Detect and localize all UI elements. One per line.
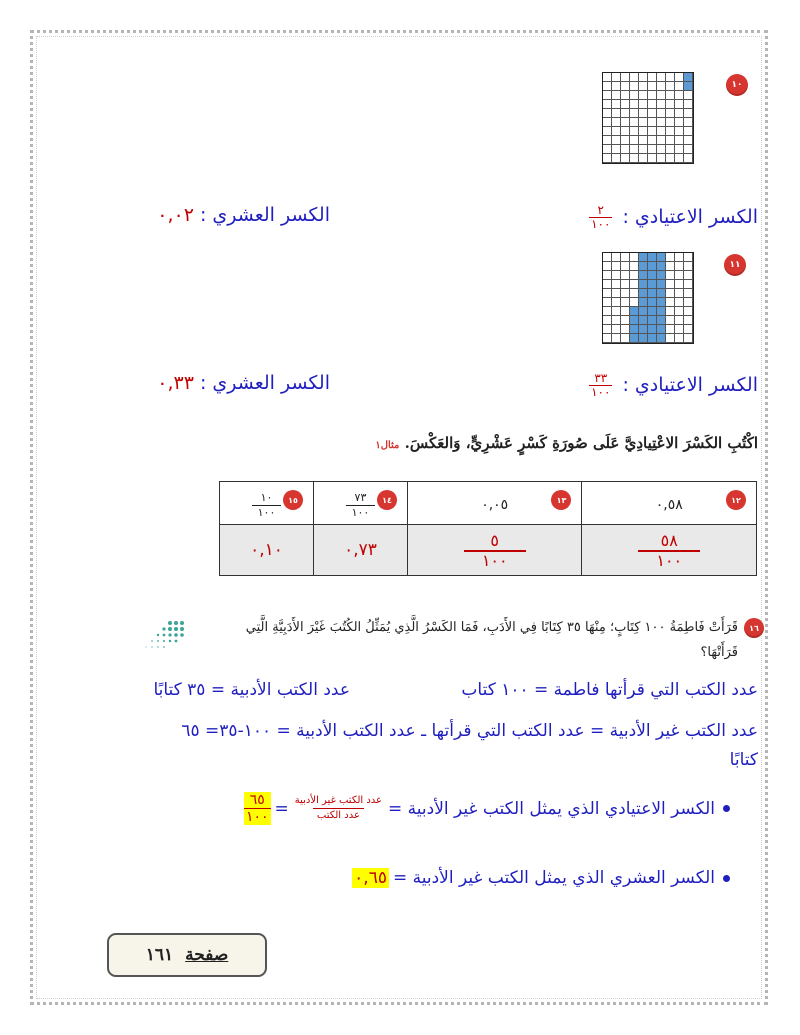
grid-cell xyxy=(612,289,621,298)
grid-cell xyxy=(684,298,693,307)
grid-cell xyxy=(657,145,666,154)
grid-cell xyxy=(684,127,693,136)
total-books-line: عدد الكتب التي قرأتها فاطمة = ١٠٠ كتاب xyxy=(461,680,758,700)
grid-cell xyxy=(657,289,666,298)
grid-cell xyxy=(612,100,621,109)
non-literature-books-line1: عدد الكتب غير الأدبية = عدد الكتب التي قرأتها ـ عدد الكتب الأدبية = ١٠٠-٣٥= ٦٥ xyxy=(181,721,758,741)
grid-cell xyxy=(657,271,666,280)
grid-cell xyxy=(603,289,612,298)
fraction-denominator: ١٠٠ xyxy=(464,550,526,570)
grid-cell xyxy=(630,334,639,343)
result-fraction xyxy=(244,792,271,825)
problem-11-decimal xyxy=(157,372,330,394)
grid-cell xyxy=(648,118,657,127)
grid-cell xyxy=(666,280,675,289)
grid-cell xyxy=(639,82,648,91)
answer-cell-15 xyxy=(220,525,314,576)
equals-sign: = xyxy=(274,798,289,819)
grid-cell xyxy=(657,334,666,343)
grid-cell xyxy=(639,325,648,334)
grid-cell xyxy=(612,334,621,343)
grid-cell xyxy=(675,307,684,316)
problem-10-badge: ١٠ xyxy=(726,74,748,96)
grid-cell xyxy=(630,127,639,136)
grid-cell xyxy=(630,82,639,91)
grid-cell xyxy=(621,82,630,91)
grid-cell xyxy=(621,271,630,280)
grid-cell xyxy=(648,91,657,100)
grid-cell xyxy=(630,145,639,154)
grid-cell xyxy=(666,154,675,163)
fraction-denominator: ١٠٠ xyxy=(346,505,376,520)
grid-cell xyxy=(612,316,621,325)
grid-cell xyxy=(648,127,657,136)
exercise-table xyxy=(219,481,757,576)
grid-cell xyxy=(657,109,666,118)
question-fraction xyxy=(252,491,282,520)
grid-cell xyxy=(612,307,621,316)
grid-cell xyxy=(630,136,639,145)
problem-11-common-fraction xyxy=(585,372,758,399)
grid-cell xyxy=(675,325,684,334)
fraction-numerator: ٣٣ xyxy=(594,371,608,385)
grid-cell xyxy=(684,82,693,91)
grid-cell xyxy=(648,136,657,145)
grid-cell xyxy=(630,298,639,307)
grid-cell xyxy=(630,100,639,109)
fraction-denominator: ١٠٠ xyxy=(638,550,700,570)
grid-cell xyxy=(612,127,621,136)
grid-cell xyxy=(675,298,684,307)
grid-cell xyxy=(666,253,675,262)
grid-cell xyxy=(612,325,621,334)
grid-cell xyxy=(639,307,648,316)
grid-cell xyxy=(603,154,612,163)
grid-cell xyxy=(603,91,612,100)
question-badge: ١٥ xyxy=(283,490,303,510)
grid-cell xyxy=(684,136,693,145)
grid-cell xyxy=(648,289,657,298)
fraction-denominator: ١٠٠ xyxy=(245,809,269,825)
grid-cell xyxy=(675,73,684,82)
grid-cell xyxy=(684,289,693,298)
grid-cell xyxy=(630,262,639,271)
grid-cell xyxy=(639,262,648,271)
grid-cell xyxy=(657,253,666,262)
grid-cell xyxy=(621,109,630,118)
problem-11-badge: ١١ xyxy=(724,254,746,276)
answer-cell-12 xyxy=(582,525,757,576)
grid-cell xyxy=(621,154,630,163)
grid-cell xyxy=(666,118,675,127)
answer-fraction xyxy=(464,532,526,570)
grid-cell xyxy=(603,253,612,262)
grid-cell xyxy=(657,127,666,136)
grid-cell xyxy=(603,307,612,316)
grid-cell xyxy=(603,298,612,307)
problem-16-text-line1: قَرَأَتْ فَاطِمَةُ ١٠٠ كِتَابٍ؛ مِنْهَا ٣٥ كِتَابًا فِي الأَدَبِ، فَمَا الكَسْرُ الَّذِي يُمَثِّلُ الكُتُبَ غَيْرَ الأَدَبِيَّةِ الَّتِي xyxy=(245,620,738,635)
grid-cell xyxy=(675,127,684,136)
bullet-common-fraction xyxy=(244,792,730,825)
problem-10-common-fraction xyxy=(585,204,758,231)
ministry-logo-icon xyxy=(130,617,190,653)
grid-cell xyxy=(621,73,630,82)
grid-cell xyxy=(675,280,684,289)
grid-cell xyxy=(603,109,612,118)
grid-cell xyxy=(603,118,612,127)
decimal-value: ٠,٣٣ xyxy=(157,372,194,394)
grid-cell xyxy=(684,334,693,343)
grid-cell xyxy=(612,271,621,280)
problem-16-badge: ١٦ xyxy=(744,618,764,638)
grid-cell xyxy=(603,271,612,280)
grid-cell xyxy=(648,334,657,343)
grid-cell xyxy=(621,145,630,154)
grid-cell xyxy=(639,109,648,118)
grid-cell xyxy=(630,73,639,82)
question-badge: ١٣ xyxy=(551,490,571,510)
grid-cell xyxy=(621,280,630,289)
grid-cell xyxy=(612,154,621,163)
bullet-icon xyxy=(723,875,730,882)
grid-cell xyxy=(603,100,612,109)
bullet-label: الكسر الاعتيادي الذي يمثل الكتب غير الأدبية = xyxy=(388,798,715,819)
common-fraction-value xyxy=(589,204,612,231)
grid-cell xyxy=(639,73,648,82)
question-badge: ١٤ xyxy=(377,490,397,510)
grid-cell xyxy=(666,73,675,82)
grid-cell xyxy=(675,100,684,109)
question-cell-14 xyxy=(313,482,407,525)
grid-cell xyxy=(612,73,621,82)
grid-cell xyxy=(603,136,612,145)
question-decimal: ٠,٠٥ xyxy=(481,496,509,513)
answer-cell-14 xyxy=(313,525,407,576)
question-cell-12 xyxy=(582,482,757,525)
grid-cell xyxy=(612,298,621,307)
grid-cell xyxy=(666,298,675,307)
grid-cell xyxy=(639,91,648,100)
grid-cell xyxy=(639,271,648,280)
fraction-denominator: ١٠٠ xyxy=(252,505,282,520)
grid-cell xyxy=(648,262,657,271)
bullet-decimal xyxy=(352,868,730,888)
grid-cell xyxy=(684,145,693,154)
grid-cell xyxy=(621,289,630,298)
grid-cell xyxy=(603,82,612,91)
grid-cell xyxy=(675,109,684,118)
question-decimal: ٠,٥٨ xyxy=(655,496,683,513)
grid-cell xyxy=(684,280,693,289)
grid-cell xyxy=(666,325,675,334)
decimal-value: ٠,٠٢ xyxy=(157,204,194,226)
grid-cell xyxy=(666,316,675,325)
grid-cell xyxy=(666,109,675,118)
grid-cell xyxy=(666,127,675,136)
grid-cell xyxy=(684,154,693,163)
grid-cell xyxy=(657,136,666,145)
grid-cell xyxy=(612,118,621,127)
grid-cell xyxy=(630,91,639,100)
grid-cell xyxy=(648,145,657,154)
literature-books-line: عدد الكتب الأدبية = ٣٥ كتابًا xyxy=(153,680,350,700)
grid-cell xyxy=(648,73,657,82)
grid-cell xyxy=(630,307,639,316)
grid-cell xyxy=(675,271,684,280)
grid-cell xyxy=(648,307,657,316)
question-cell-13 xyxy=(407,482,582,525)
grid-cell xyxy=(612,262,621,271)
grid-cell xyxy=(639,100,648,109)
grid-cell xyxy=(684,262,693,271)
bullet-label: الكسر العشري الذي يمثل الكتب غير الأدبية = xyxy=(392,868,715,888)
answer-row xyxy=(220,525,757,576)
grid-cell xyxy=(648,100,657,109)
grid-cell xyxy=(657,82,666,91)
grid-cell xyxy=(639,298,648,307)
grid-cell xyxy=(648,253,657,262)
grid-cell xyxy=(684,253,693,262)
answer-cell-13 xyxy=(407,525,582,576)
grid-cell xyxy=(621,325,630,334)
grid-cell xyxy=(639,289,648,298)
grid-cell xyxy=(621,298,630,307)
grid-cell xyxy=(657,118,666,127)
fraction-denominator: ١٠٠ xyxy=(591,217,611,231)
grid-cell xyxy=(648,271,657,280)
problem-10-hundred-grid xyxy=(602,72,694,164)
grid-cell xyxy=(657,316,666,325)
problem-11-hundred-grid xyxy=(602,252,694,344)
fraction-numerator: عدد الكتب غير الأدبية xyxy=(294,795,383,806)
grid-cell xyxy=(657,154,666,163)
grid-cell xyxy=(603,127,612,136)
decimal-label: الكسر العشري : xyxy=(199,372,330,394)
grid-cell xyxy=(612,280,621,289)
example-reference: مثال١ xyxy=(375,440,400,451)
grid-cell xyxy=(621,100,630,109)
grid-cell xyxy=(621,316,630,325)
grid-cell xyxy=(630,118,639,127)
grid-cell xyxy=(621,262,630,271)
grid-cell xyxy=(621,127,630,136)
grid-cell xyxy=(630,154,639,163)
grid-cell xyxy=(684,73,693,82)
fraction-numerator: ١٠ xyxy=(260,491,273,504)
grid-cell xyxy=(684,307,693,316)
grid-cell xyxy=(612,145,621,154)
common-fraction-label: الكسر الاعتيادي : xyxy=(622,374,758,396)
grid-cell xyxy=(612,109,621,118)
grid-cell xyxy=(657,262,666,271)
bullet-icon xyxy=(723,805,730,812)
question-badge: ١٢ xyxy=(726,490,746,510)
grid-cell xyxy=(603,262,612,271)
grid-cell xyxy=(630,280,639,289)
fraction-numerator: ٥ xyxy=(490,530,499,550)
grid-cell xyxy=(684,316,693,325)
grid-cell xyxy=(684,271,693,280)
question-fraction xyxy=(346,491,376,520)
grid-cell xyxy=(648,82,657,91)
grid-cell xyxy=(621,253,630,262)
grid-cell xyxy=(675,91,684,100)
grid-cell xyxy=(603,145,612,154)
grid-cell xyxy=(648,325,657,334)
decimal-label: الكسر العشري : xyxy=(199,204,330,226)
question-row xyxy=(220,482,757,525)
word-fraction xyxy=(295,794,382,823)
grid-cell xyxy=(639,334,648,343)
grid-cell xyxy=(603,316,612,325)
grid-cell xyxy=(639,280,648,289)
page-number: ١٦١ xyxy=(145,945,174,965)
grid-cell xyxy=(666,100,675,109)
grid-cell xyxy=(684,91,693,100)
grid-cell xyxy=(666,145,675,154)
grid-cell xyxy=(648,316,657,325)
non-literature-books-line2: كتابًا xyxy=(729,750,758,770)
page-number-box xyxy=(107,933,267,977)
grid-cell xyxy=(639,127,648,136)
grid-cell xyxy=(648,154,657,163)
grid-cell xyxy=(603,325,612,334)
grid-cell xyxy=(666,82,675,91)
grid-cell xyxy=(675,136,684,145)
grid-cell xyxy=(648,109,657,118)
grid-cell xyxy=(639,145,648,154)
grid-cell xyxy=(621,307,630,316)
page-label: صفحة xyxy=(185,945,229,965)
grid-cell xyxy=(675,289,684,298)
grid-cell xyxy=(621,91,630,100)
grid-cell xyxy=(684,100,693,109)
grid-cell xyxy=(648,280,657,289)
grid-cell xyxy=(684,109,693,118)
grid-cell xyxy=(630,109,639,118)
grid-cell xyxy=(675,154,684,163)
fraction-numerator: ٧٣ xyxy=(354,491,367,504)
grid-cell xyxy=(639,136,648,145)
grid-cell xyxy=(657,307,666,316)
answer-decimal: ٠,١٠ xyxy=(250,540,283,560)
grid-cell xyxy=(639,316,648,325)
grid-cell xyxy=(612,91,621,100)
grid-cell xyxy=(684,118,693,127)
fraction-denominator: عدد الكتب xyxy=(313,808,364,823)
grid-cell xyxy=(657,100,666,109)
grid-cell xyxy=(603,73,612,82)
grid-cell xyxy=(666,271,675,280)
grid-cell xyxy=(675,118,684,127)
grid-cell xyxy=(675,82,684,91)
grid-cell xyxy=(648,298,657,307)
answer-fraction xyxy=(638,532,700,570)
fraction-denominator: ١٠٠ xyxy=(591,385,611,399)
grid-cell xyxy=(630,316,639,325)
grid-cell xyxy=(666,307,675,316)
grid-cell xyxy=(603,280,612,289)
fraction-numerator: ٢ xyxy=(597,203,604,217)
grid-cell xyxy=(630,253,639,262)
grid-cell xyxy=(630,289,639,298)
grid-cell xyxy=(666,91,675,100)
question-cell-15 xyxy=(220,482,314,525)
grid-cell xyxy=(657,91,666,100)
grid-cell xyxy=(675,334,684,343)
grid-cell xyxy=(675,253,684,262)
exercise-instruction xyxy=(375,434,758,452)
grid-cell xyxy=(621,136,630,145)
problem-16-text-line2: قَرَأَتْهَا؟ xyxy=(700,645,738,660)
grid-cell xyxy=(666,289,675,298)
instruction-text: اكْتُبِ الكَسْرَ الاعْتِيادِيَّ عَلَى صُورَةِ كَسْرٍ عَشْرِيٍّ، وَالعَكْسَ. xyxy=(404,434,758,452)
problem-10-decimal xyxy=(157,204,330,226)
grid-cell xyxy=(621,118,630,127)
grid-cell xyxy=(639,253,648,262)
grid-cell xyxy=(612,82,621,91)
grid-cell xyxy=(666,262,675,271)
grid-cell xyxy=(612,253,621,262)
grid-cell xyxy=(657,325,666,334)
grid-cell xyxy=(666,136,675,145)
fraction-numerator: ٦٥ xyxy=(249,792,265,808)
grid-cell xyxy=(612,136,621,145)
grid-cell xyxy=(675,316,684,325)
grid-cell xyxy=(675,145,684,154)
grid-cell xyxy=(639,154,648,163)
answer-decimal: ٠,٧٣ xyxy=(344,540,377,560)
grid-cell xyxy=(675,262,684,271)
fraction-numerator: ٥٨ xyxy=(660,530,678,550)
grid-cell xyxy=(630,271,639,280)
grid-cell xyxy=(666,334,675,343)
grid-cell xyxy=(603,334,612,343)
grid-cell xyxy=(621,334,630,343)
grid-cell xyxy=(657,73,666,82)
grid-cell xyxy=(657,298,666,307)
grid-cell xyxy=(657,280,666,289)
grid-cell xyxy=(684,325,693,334)
common-fraction-label: الكسر الاعتيادي : xyxy=(622,206,758,228)
result-decimal: ٠,٦٥ xyxy=(354,868,387,888)
grid-cell xyxy=(639,118,648,127)
common-fraction-value xyxy=(589,372,612,399)
grid-cell xyxy=(630,325,639,334)
